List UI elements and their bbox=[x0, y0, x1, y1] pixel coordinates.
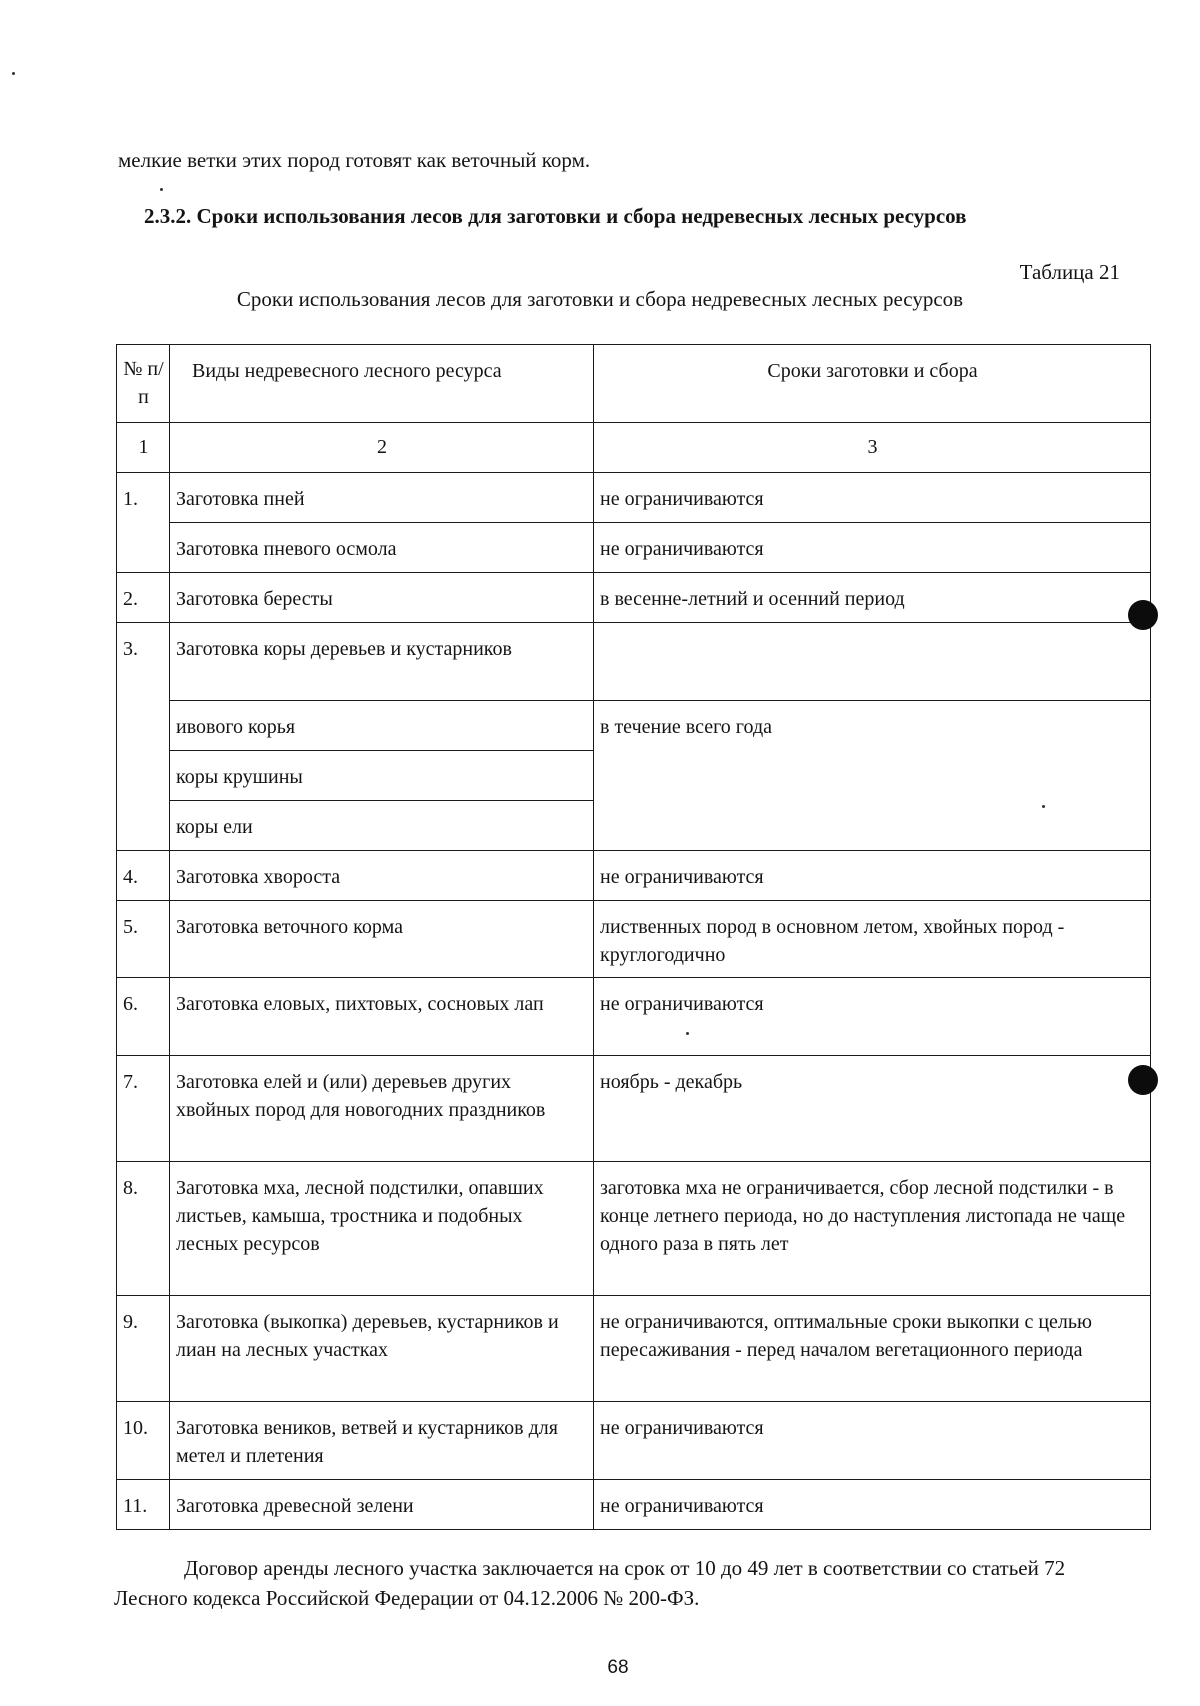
table-row bbox=[117, 901, 1151, 978]
column-number-row bbox=[117, 423, 1151, 473]
row-number: 11. bbox=[117, 1480, 170, 1530]
row-resource-type: Заготовка коры деревьев и кустарников bbox=[170, 623, 594, 701]
table-row bbox=[117, 1056, 1151, 1162]
table-row bbox=[117, 851, 1151, 901]
row-resource-type: ивового корья bbox=[170, 701, 594, 751]
row-terms: в весенне-летний и осенний период bbox=[594, 573, 1151, 623]
row-number: 2. bbox=[117, 573, 170, 623]
table-row bbox=[117, 623, 1151, 701]
row-terms: ноябрь - декабрь bbox=[594, 1056, 1151, 1162]
row-terms: не ограничиваются bbox=[594, 473, 1151, 523]
row-terms: не ограничиваются, оптимальные сроки выкопки с целью пересаживания - перед началом вегетационного периода bbox=[594, 1296, 1151, 1402]
footer-paragraph: Договор аренды лесного участка заключается на срок от 10 до 49 лет в соответствии со статьей 72 Лесного кодекса Российской Федерации от 04.12.2006 № 200-ФЗ. bbox=[114, 1556, 1066, 1610]
row-terms: лиственных пород в основном летом, хвойных пород - круглогодично bbox=[594, 901, 1151, 978]
top-line-text: мелкие ветки этих пород готовят как веточный корм. bbox=[118, 148, 591, 172]
row-resource-type: Заготовка бересты bbox=[170, 573, 594, 623]
page-number: 68 bbox=[607, 1657, 629, 1678]
column-number-1: 1 bbox=[117, 423, 170, 473]
row-number: 5. bbox=[117, 901, 170, 978]
table-row bbox=[117, 573, 1151, 623]
table-caption: Сроки использования лесов для заготовки и сбора недревесных лесных ресурсов bbox=[236, 287, 964, 311]
table-row bbox=[117, 473, 1151, 523]
row-number: 3. bbox=[117, 623, 170, 851]
row-number: 10. bbox=[117, 1402, 170, 1480]
row-resource-type: Заготовка хвороста bbox=[170, 851, 594, 901]
row-number: 8. bbox=[117, 1162, 170, 1296]
row-terms: в течение всего года bbox=[594, 701, 1151, 851]
scan-speck bbox=[686, 1032, 689, 1035]
row-resource-type: коры крушины bbox=[170, 751, 594, 801]
row-terms: не ограничиваются bbox=[594, 851, 1151, 901]
row-resource-type: Заготовка пневого осмола bbox=[170, 523, 594, 573]
row-terms: не ограничиваются bbox=[594, 523, 1151, 573]
row-resource-type: Заготовка елей и (или) деревьев других хвойных пород для новогодних праздников bbox=[170, 1056, 594, 1162]
scan-speck bbox=[12, 72, 15, 75]
table-row bbox=[117, 978, 1151, 1056]
row-resource-type: Заготовка мха, лесной подстилки, опавших листьев, камыша, тростника и подобных лесных ресурсов bbox=[170, 1162, 594, 1296]
row-number: 6. bbox=[117, 978, 170, 1056]
table-row bbox=[117, 701, 1151, 751]
row-resource-type: Заготовка еловых, пихтовых, сосновых лап bbox=[170, 978, 594, 1056]
row-terms: заготовка мха не ограничивается, сбор лесной подстилки - в конце летнего периода, но до наступления листопада не чаще одного раза в пять лет bbox=[594, 1162, 1151, 1296]
row-resource-type: Заготовка пней bbox=[170, 473, 594, 523]
punch-hole-mark bbox=[1128, 1065, 1158, 1095]
table-number: Таблица 21 bbox=[1019, 260, 1120, 284]
section-heading: 2.3.2. Сроки использования лесов для заготовки и сбора недревесных лесных ресурсов bbox=[144, 204, 967, 228]
row-terms: не ограничиваются bbox=[594, 1480, 1151, 1530]
row-terms: не ограничиваются bbox=[594, 1402, 1151, 1480]
scan-speck bbox=[160, 188, 163, 191]
scan-speck bbox=[1042, 805, 1045, 808]
table-row bbox=[117, 1296, 1151, 1402]
table-header-row bbox=[117, 345, 1151, 423]
row-resource-type: Заготовка (выкопка) деревьев, кустарников и лиан на лесных участках bbox=[170, 1296, 594, 1402]
header-resource-type: Виды недревесного лесного ресурса bbox=[170, 345, 594, 423]
table-row bbox=[117, 1480, 1151, 1530]
table-row bbox=[117, 1162, 1151, 1296]
row-number: 1. bbox=[117, 473, 170, 573]
row-resource-type: Заготовка древесной зелени bbox=[170, 1480, 594, 1530]
punch-hole-mark bbox=[1128, 600, 1158, 630]
resources-table bbox=[116, 344, 1151, 1530]
table-row bbox=[117, 1402, 1151, 1480]
header-terms: Сроки заготовки и сбора bbox=[594, 345, 1151, 423]
row-number: 7. bbox=[117, 1056, 170, 1162]
row-terms bbox=[594, 623, 1151, 701]
row-resource-type: Заготовка веников, ветвей и кустарников для метел и плетения bbox=[170, 1402, 594, 1480]
row-resource-type: коры ели bbox=[170, 801, 594, 851]
row-resource-type: Заготовка веточного корма bbox=[170, 901, 594, 978]
table-row bbox=[117, 523, 1151, 573]
row-terms: не ограничиваются bbox=[594, 978, 1151, 1056]
column-number-2: 2 bbox=[170, 423, 594, 473]
header-number: № п/п bbox=[117, 345, 170, 423]
row-number: 9. bbox=[117, 1296, 170, 1402]
row-number: 4. bbox=[117, 851, 170, 901]
column-number-3: 3 bbox=[594, 423, 1151, 473]
